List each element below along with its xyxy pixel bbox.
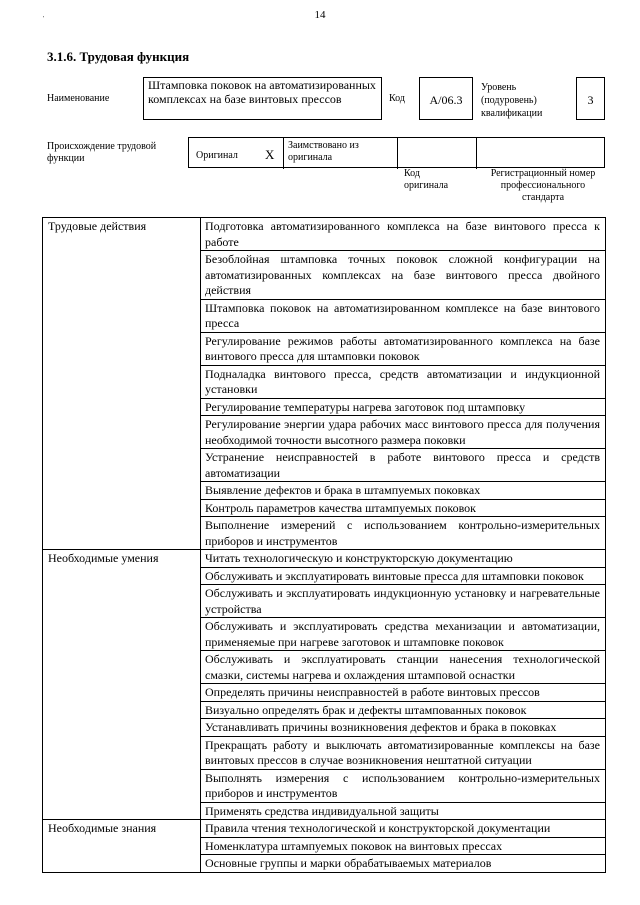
section-item-cell: Обслуживать и эксплуатировать индукционную установку и нагревательные устройства xyxy=(201,585,606,618)
section-item-cell: Обслуживать и эксплуатировать винтовые пресса для штамповки поковок xyxy=(201,567,606,585)
page-number: 14 xyxy=(314,9,326,21)
function-code-box: A/06.3 xyxy=(419,77,473,120)
section-item-cell: Номенклатура штампуемых поковок на винтовых прессах xyxy=(201,837,606,855)
section-category-cell: Необходимые знания xyxy=(43,820,201,873)
code-label: Код xyxy=(389,93,405,104)
section-item-cell: Контроль параметров качества штампуемых поковок xyxy=(201,499,606,517)
section-item-cell: Прекращать работу и выключать автоматизированные комплексы на базе винтовых прессов в случае возникновения нештатной ситуации xyxy=(201,736,606,769)
function-name-box: Штамповка поковок на автоматизированных комплексах на базе винтовых прессов xyxy=(143,77,382,120)
section-item-cell: Обслуживать и эксплуатировать станции нанесения технологической смазки, системы нагрева и охлаждения штамповой оснастки xyxy=(201,651,606,684)
origin-original-cell xyxy=(189,138,284,169)
section-item-cell: Подготовка автоматизированного комплекса на базе винтового пресса к работе xyxy=(201,218,606,251)
origin-reg-cell xyxy=(477,138,606,169)
section-item-cell: Обслуживать и эксплуатировать средства механизации и автоматизации, применяемые при нагреве заготовок и штамповке поковок xyxy=(201,618,606,651)
section-item-cell: Визуально определять брак и дефекты штампованных поковок xyxy=(201,701,606,719)
section-item-cell: Выполнение измерений с использованием контрольно-измерительных приборов и инструментов xyxy=(201,517,606,550)
section-item-cell: Читать технологическую и конструкторскую документацию xyxy=(201,550,606,568)
section-item-cell: Безоблойная штамповка точных поковок сложной конфигурации на автоматизированных комплексах на базе винтового пресса двойного действия xyxy=(201,251,606,300)
page-mark: ' xyxy=(43,16,45,22)
section-item-cell: Регулирование температуры нагрева заготовок под штамповку xyxy=(201,398,606,416)
section-category-cell: Трудовые действия xyxy=(43,218,201,550)
name-label: Наименование xyxy=(47,93,110,104)
section-item-cell: Основные группы и марки обрабатываемых материалов xyxy=(201,855,606,873)
origin-code-cell xyxy=(398,138,477,169)
section-item-cell: Применять средства индивидуальной защиты xyxy=(201,802,606,820)
table-row xyxy=(43,550,606,568)
section-item-cell: Регулирование режимов работы автоматизированного комплекса на базе винтового пресса для штамповки поковок xyxy=(201,332,606,365)
origin-table xyxy=(188,137,605,168)
section-item-cell: Устанавливать причины возникновения дефектов и брака в поковках xyxy=(201,719,606,737)
origin-label: Происхождение трудовой функции xyxy=(47,141,157,164)
section-title: 3.1.6. Трудовая функция xyxy=(47,49,190,64)
origin-borrowed-label: Заимствовано из оригинала xyxy=(288,140,359,163)
table-row xyxy=(43,218,606,251)
section-item-cell: Подналадка винтового пресса, средств автоматизации и индукционной установки xyxy=(201,365,606,398)
section-item-cell: Выполнять измерения с использованием контрольно-измерительных приборов и инструментов xyxy=(201,769,606,802)
section-item-cell: Выявление дефектов и брака в штампуемых поковках xyxy=(201,482,606,500)
qualification-level-box: 3 xyxy=(576,77,605,120)
section-category-cell: Необходимые умения xyxy=(43,550,201,820)
section-item-cell: Регулирование энергии удара рабочих масс винтового пресса для получения необходимой точности высотного размера поковки xyxy=(201,416,606,449)
table-row xyxy=(43,820,606,838)
qualification-level-label: Уровень (подуровень) квалификации xyxy=(481,82,543,119)
section-item-cell: Устранение неисправностей в работе винтового пресса и средств автоматизации xyxy=(201,449,606,482)
function-details-table xyxy=(42,217,606,873)
section-item-cell: Штамповка поковок на автоматизированном комплексе на базе винтового пресса xyxy=(201,299,606,332)
section-item-cell: Правила чтения технологической и конструкторской документации xyxy=(201,820,606,838)
origin-code-caption: Код оригинала xyxy=(404,168,449,191)
origin-original-label: Оригинал xyxy=(196,150,238,161)
origin-borrowed-cell xyxy=(284,138,398,169)
origin-original-mark: X xyxy=(265,147,275,162)
section-item-cell: Определять причины неисправностей в работе винтовых прессов xyxy=(201,684,606,702)
origin-reg-caption: Регистрационный номер профессионального стандарта xyxy=(490,168,596,203)
